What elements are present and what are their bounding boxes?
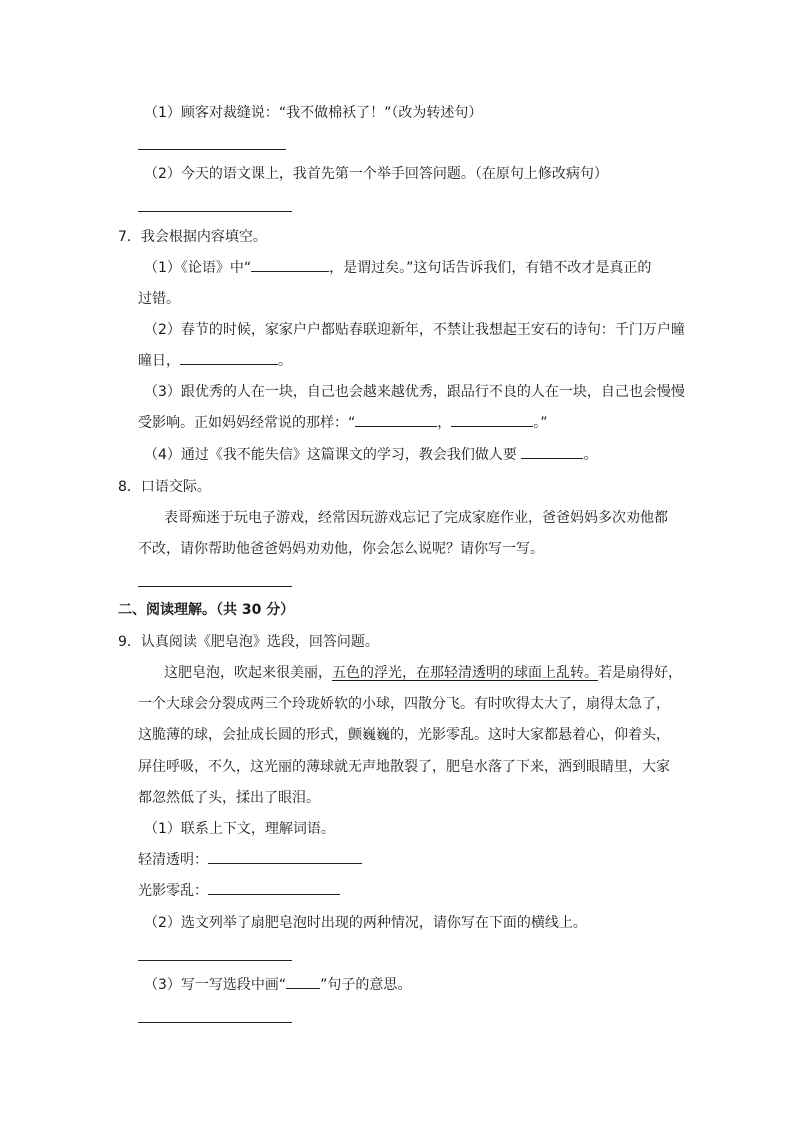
q9-passage-line2: 一个大球会分裂成两三个玲珑娇软的小球，四散分飞。有时吹得太大了，扇得太急了，	[138, 696, 670, 712]
q7-sub1-text-a: （1）《论语》中“	[144, 260, 252, 276]
q7-title: 7．我会根据内容填空。	[118, 229, 267, 245]
q7-sub3-text-d: 。”	[533, 415, 548, 431]
q9-passage-text-b: 若是扇得好，	[598, 665, 682, 681]
q7-sub4-text-b: 。	[583, 447, 598, 463]
q8-answer-line[interactable]	[138, 586, 292, 587]
q9-sub3-line	[144, 975, 411, 995]
q9-word2-label: 光影零乱：	[138, 883, 208, 899]
q9-sub2: （2）选文列举了扇肥皂泡时出现的两种情况，请你写在下面的横线上。	[144, 915, 587, 931]
q8-title: 8．口语交际。	[118, 479, 211, 495]
q9-passage-text-a: 这肥皂泡，吹起来很美丽，	[164, 665, 332, 681]
q9-sub1: （1）联系上下文，理解词语。	[144, 821, 335, 837]
q7-sub3-text-c: ，	[437, 415, 452, 431]
q9-passage-line1	[164, 663, 682, 683]
q9-word2-line	[138, 881, 340, 901]
q7-sub3-blank-2[interactable]	[451, 413, 533, 427]
q7-sub4-blank[interactable]	[521, 445, 583, 459]
q6-sub1: （1）顾客对裁缝说：“我不做棉袄了！”（改为转述句）	[144, 105, 483, 121]
q7-sub2-text-c: 。	[278, 353, 292, 369]
q9-word1-label: 轻清透明：	[138, 852, 208, 868]
q8-paragraph-line1: 表哥痴迷于玩电子游戏，经常因玩游戏忘记了完成家庭作业，爸爸妈妈多次劝他都	[164, 510, 668, 526]
q9-sub3-underline-mark	[286, 975, 320, 989]
q8-paragraph-line2: 不改，请你帮助他爸爸妈妈劝劝他，你会怎么说呢？请你写一写。	[138, 541, 544, 557]
q9-sub3-text-b: ”句子的意思。	[320, 977, 412, 993]
q7-sub1-blank[interactable]	[251, 258, 329, 272]
q9-title: 9．认真阅读《肥皂泡》选段，回答问题。	[118, 634, 379, 650]
q9-sub2-answer-line[interactable]	[138, 960, 292, 961]
q7-sub1-line1	[144, 258, 651, 278]
q9-passage-line5: 都忽然低了头，揉出了眼泪。	[138, 790, 320, 806]
q9-word2-blank[interactable]	[208, 881, 340, 895]
q7-sub2-line2	[138, 351, 292, 371]
q7-sub4-text-a: （4）通过《我不能失信》这篇课文的学习，教会我们做人要	[144, 447, 517, 463]
q7-sub1-text-c: 过错。	[138, 291, 180, 307]
q9-word1-line	[138, 850, 362, 870]
q9-sub3-text-a: （3）写一写选段中画“	[144, 977, 287, 993]
q7-sub3-blank-1[interactable]	[355, 413, 437, 427]
q9-passage-line4: 屏住呼吸，不久，这光丽的薄球就无声地散裂了，肥皂水落了下来，洒到眼睛里，大家	[138, 759, 670, 775]
q7-sub2-blank[interactable]	[180, 351, 278, 365]
q9-word1-blank[interactable]	[208, 850, 362, 864]
q7-sub3-line2	[138, 413, 548, 433]
q9-underlined-sentence: 五色的浮光，在那轻清透明的球面上乱转。	[332, 665, 598, 681]
q9-sub3-answer-line[interactable]	[138, 1022, 292, 1023]
q6-sub2-answer-line[interactable]	[138, 211, 292, 212]
q9-passage-line3: 这脆薄的球，会扯成长圆的形式，颤巍巍的，光影零乱。这时大家都悬着心，仰着头，	[138, 727, 670, 743]
q7-sub4-line	[144, 445, 597, 465]
section2-heading: 二、阅读理解。（共 30 分）	[118, 602, 295, 618]
q7-sub3-text-a: （3）跟优秀的人在一块，自己也会越来越优秀，跟品行不良的人在一块，自己也会慢慢	[144, 384, 685, 400]
q7-sub2-text-a: （2）春节的时候，家家户户都贴春联迎新年，不禁让我想起王安石的诗句：千门万户曈	[144, 322, 685, 338]
q7-sub2-text-b: 曈日，	[138, 353, 180, 369]
q6-sub1-answer-line[interactable]	[138, 149, 286, 150]
q7-sub1-text-b: ，是谓过矣。”这句话告诉我们，有错不改才是真正的	[329, 260, 652, 276]
q6-sub2: （2）今天的语文课上，我首先第一个举手回答问题。（在原句上修改病句）	[144, 166, 608, 182]
q7-sub3-text-b: 受影响。正如妈妈经常说的那样：“	[138, 415, 356, 431]
